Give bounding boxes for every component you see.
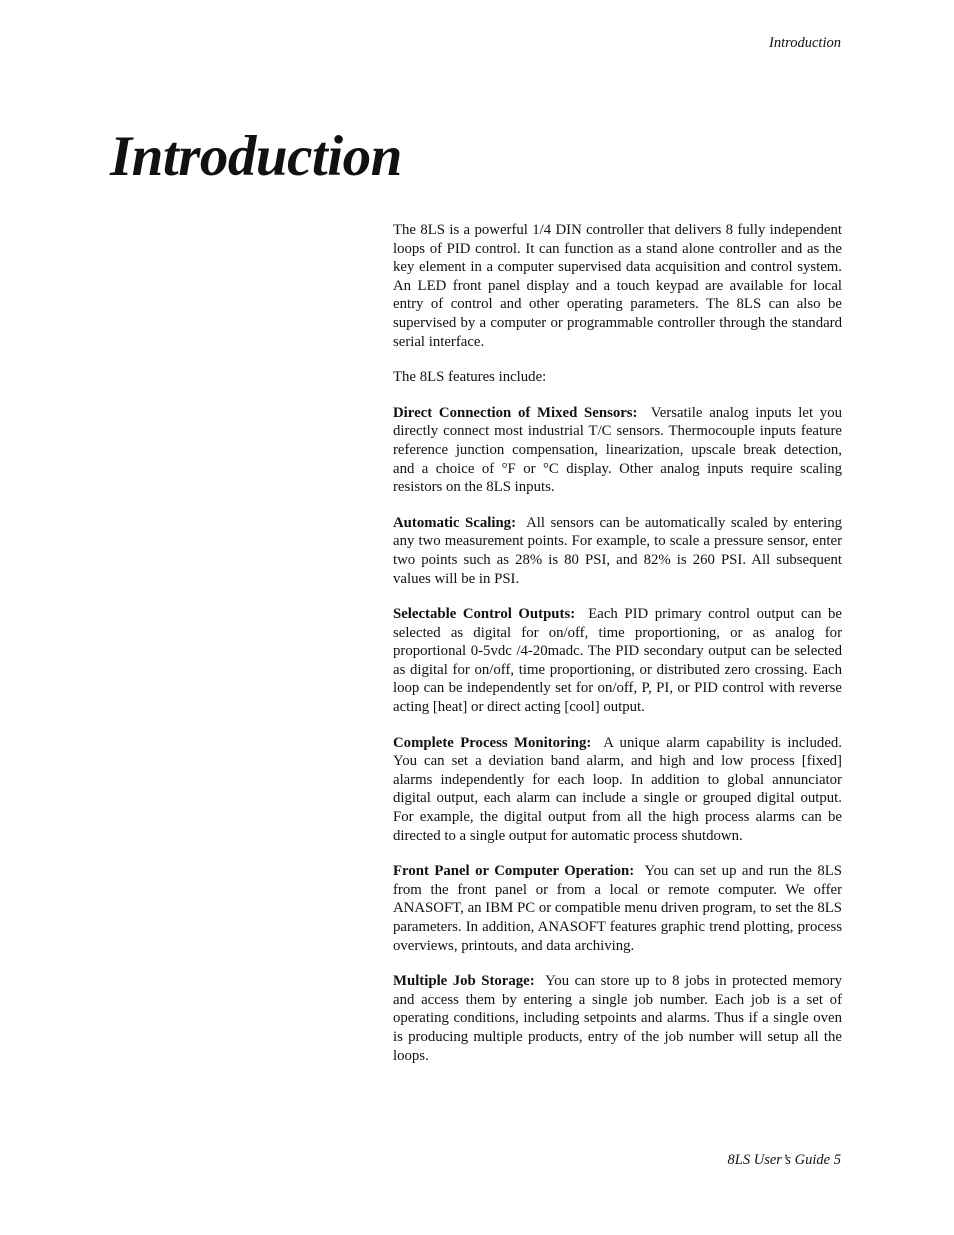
- feature-paragraph: [393, 862, 842, 955]
- feature-paragraph: [393, 734, 842, 846]
- feature-text: You can store up to 8 jobs in protected memory and access them by entering a single job number. Each job is a set of operating conditions, including setpoints and alarms. Thus if a single oven is producing multiple products, entry of the job number will setup all the loops.: [393, 973, 842, 1064]
- feature-text: Each PID primary control output can be selected as digital for on/off, time proportioning, or as analog for proportional 0-5vdc /4-20madc. The PID secondary output can be selected as digital for on/off, time proportioning, or distributed zero crossing. Each loop can be independently set for on/off, P, PI, or PID control with reverse acting [heat] or direct acting [cool] output.: [393, 606, 842, 716]
- feature-text: Versatile analog inputs let you directly connect most industrial T/C sensors. Thermocouple inputs feature reference junction compensation, linearization, upscale break detection, and a choice of °F or °C display. Other analog inputs require scaling resistors on the 8LS inputs.: [393, 404, 842, 496]
- feature-term: Complete Process Monitoring:: [393, 734, 592, 751]
- feature-paragraph: [393, 605, 842, 717]
- feature-term: Front Panel or Computer Operation:: [393, 863, 635, 880]
- feature-paragraph: [393, 514, 842, 588]
- chapter-title: Introduction: [110, 125, 402, 188]
- feature-text: You can set up and run the 8LS from the front panel or from a local or remote computer. We offer ANASOFT, an IBM PC or compatible menu driven program, to set the 8LS parameters. In addition, ANASOFT features graphic trend plotting, process overviews, printouts, and data archiving.: [393, 863, 842, 954]
- feature-term: Multiple Job Storage:: [393, 973, 535, 990]
- feature-term: Direct Connection of Mixed Sensors:: [393, 404, 638, 421]
- feature-paragraph: [393, 404, 842, 497]
- feature-text: A unique alarm capability is included. You can set a deviation band alarm, and high and low process [fixed] alarms independently for each loop. In addition to global annunciator digital output, each alarm can include a single or grouped digital output. For example, the digital output from all the high process alarms can be directed to a single output for automatic process shutdown.: [393, 734, 842, 844]
- feature-text: All sensors can be automatically scaled by entering any two measurement points. For example, to scale a pressure sensor, enter two points such as 28% is 80 PSI, and 82% is 260 PSI. All subsequent values will be in PSI.: [393, 514, 842, 587]
- features-lead: The 8LS features include:: [393, 369, 547, 386]
- feature-paragraph: [393, 972, 842, 1065]
- body-column: [393, 221, 842, 1082]
- running-header: Introduction: [769, 35, 841, 51]
- feature-term: Selectable Control Outputs:: [393, 606, 576, 623]
- running-footer: 8LS User’s Guide 5: [727, 1152, 841, 1168]
- intro-paragraph: The 8LS is a powerful 1/4 DIN controller that delivers 8 fully independent loops of PID control. It can function as a stand alone controller and as the key element in a computer supervised data acquisition and control system. An LED front panel display and a touch keypad are available for local entry of control and other operating parameters. The 8LS can also be supervised by a computer or programmable controller through the standard serial interface.: [393, 222, 842, 350]
- feature-term: Automatic Scaling:: [393, 514, 516, 531]
